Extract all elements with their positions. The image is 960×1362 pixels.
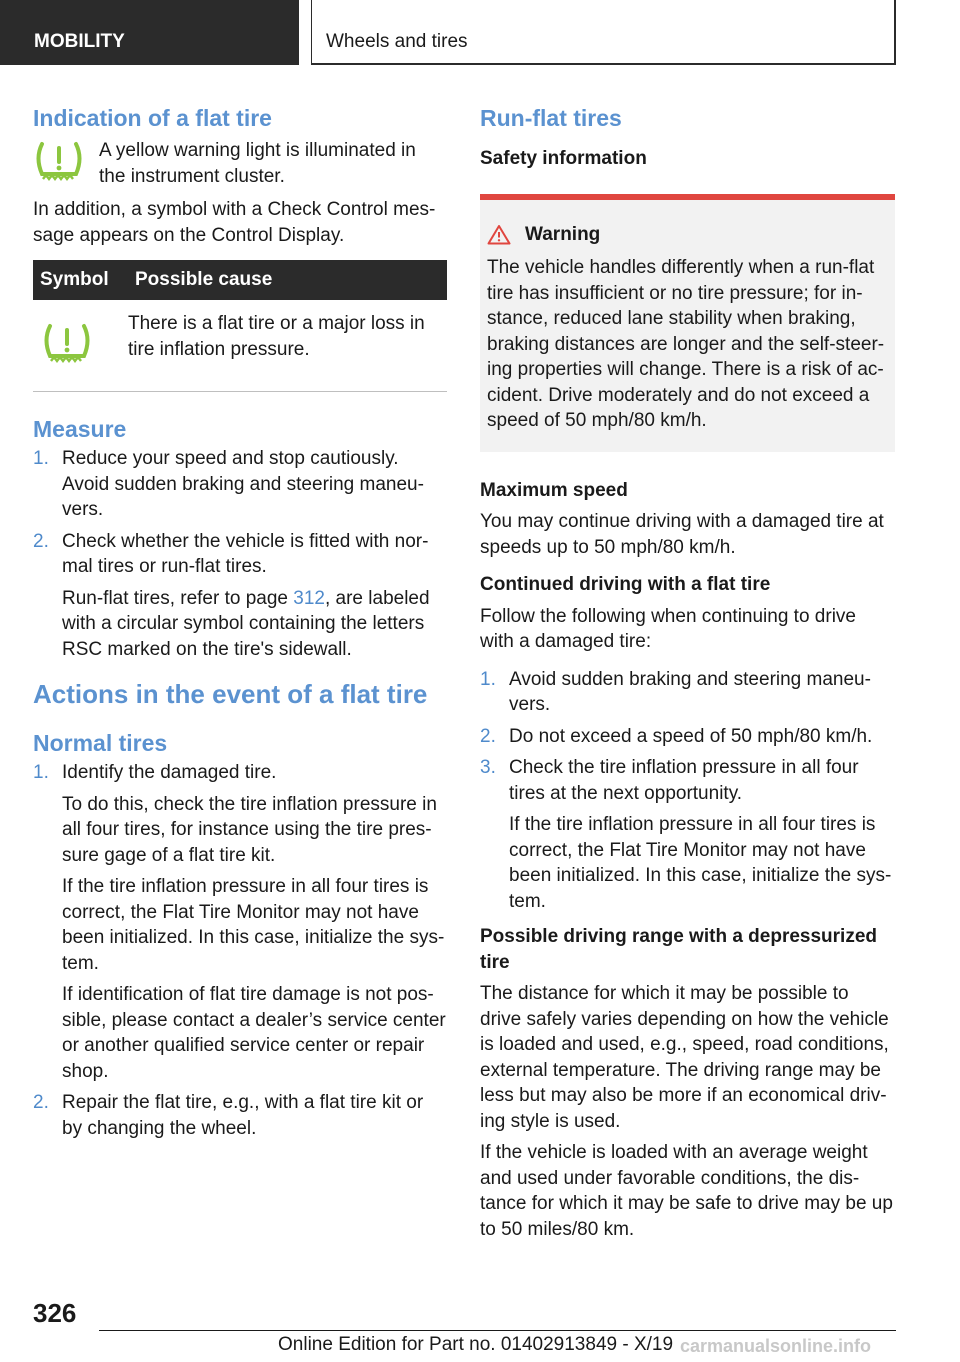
- col-cause: Possible cause: [135, 269, 273, 290]
- footer-divider: [99, 1330, 896, 1331]
- header-chapter: Wheels and tires: [311, 0, 896, 65]
- list-item: [33, 760, 447, 1084]
- list-text: Check whether the vehicle is fitted with nor-mal tires or run-flat tires.: [62, 530, 429, 577]
- list-number: 2.: [33, 530, 49, 552]
- normal-tires-list: [33, 760, 447, 1141]
- list-item: [33, 1090, 447, 1141]
- list-text: Do not exceed a speed of 50 mph/80 km/h.: [509, 725, 873, 747]
- list-text: Repair the flat tire, e.g., with a flat tire kit or by changing the wheel.: [62, 1092, 424, 1139]
- table-row: [33, 300, 447, 392]
- page-number: 326: [33, 1298, 77, 1328]
- measure-heading: Measure: [33, 416, 127, 442]
- max-speed-heading: Maximum speed: [480, 479, 628, 501]
- list-text: If the tire inflation pressure in all four tires is correct, the Flat Tire Monitor may not have been initialized. In this case, initialize the sys-tem.: [509, 814, 892, 912]
- list-text: If the tire inflation pressure in all four tires is correct, the Flat Tire Monitor may not have been initialized. In this case, initialize the sys-tem.: [62, 876, 445, 974]
- cause-table: [33, 260, 447, 392]
- safety-heading: Safety information: [480, 148, 647, 169]
- actions-heading: Actions in the event of a flat tire: [33, 679, 428, 709]
- flat-tire-indicator: [33, 138, 447, 189]
- list-item: [33, 446, 447, 523]
- watermark: carmanualsonline.info: [680, 1336, 872, 1356]
- list-text: If identification of flat tire damage is not pos-sible, please contact a dealer’s service center or another qualified service center or repair shop.: [62, 984, 446, 1082]
- continued-list: [480, 667, 895, 915]
- flat-tire-heading: Indication of a flat tire: [33, 105, 272, 131]
- list-text: Avoid sudden braking and steering maneu-vers.: [509, 668, 871, 715]
- continued-heading: Continued driving with a flat tire: [480, 574, 771, 595]
- list-text: Check the tire inflation pressure in all four tires at the next opportunity.: [509, 757, 859, 804]
- addition-text: In addition, a symbol with a Check Control mes-sage appears on the Control Display.: [33, 199, 436, 246]
- list-number: 1.: [33, 448, 49, 469]
- range-heading: Possible driving range with a depressurized tire: [480, 926, 877, 973]
- list-number: 3.: [480, 757, 496, 778]
- warning-label: Warning: [525, 223, 601, 245]
- range-text-2: If the vehicle is loaded with an average weight and used under favorable conditions, the dis-tance for which it may be safe to drive may be up to 50 miles/80 km.: [480, 1142, 893, 1240]
- list-item: [480, 667, 895, 718]
- runflat-reference: Run-flat tires, refer to page 312, are labeled with a circular symbol containing the letters RSC marked on the tire's sidewall.: [62, 587, 430, 660]
- warning-box: [480, 194, 895, 452]
- measure-list: [33, 446, 447, 662]
- flat-tire-text: A yellow warning light is illuminated in the instrument cluster.: [99, 140, 416, 187]
- list-item: [480, 724, 895, 750]
- tire-pressure-warning-icon: [33, 311, 128, 371]
- table-cause-text: There is a flat tire or a major loss in tire inflation pressure.: [128, 313, 425, 360]
- list-item: [480, 755, 895, 914]
- header-section: MOBILITY: [0, 0, 299, 65]
- page-link[interactable]: 312: [293, 587, 325, 609]
- col-symbol: Symbol: [40, 269, 109, 290]
- warning-title: [487, 222, 885, 248]
- footer-edition: Online Edition for Part no. 01402913849 - X/19: [278, 1334, 674, 1355]
- warning-text: The vehicle handles differently when a run-flat tire has insufficient or no tire pressure; for in-stance, reduced lane stability when braking, braking distances are longer and the self-steer-ing properties will change. There is a risk of ac-cident. Drive moderately and do not exceed a speed of 50 mph/80 km/h.: [487, 257, 885, 431]
- runflat-heading: Run-flat tires: [480, 105, 622, 131]
- list-number: 1.: [33, 762, 49, 783]
- list-text: To do this, check the tire inflation pressure in all four tires, for instance using the tire pres-sure gage of a flat tire kit.: [62, 793, 437, 866]
- list-text: Reduce your speed and stop cautiously. Avoid sudden braking and steering maneu-vers.: [62, 448, 424, 520]
- max-speed-text: You may continue driving with a damaged tire at speeds up to 50 mph/80 km/h.: [480, 511, 884, 558]
- list-text: Identify the damaged tire.: [62, 762, 277, 783]
- normal-tires-heading: Normal tires: [33, 730, 168, 756]
- continued-text: Follow the following when continuing to drive with a damaged tire:: [480, 605, 856, 652]
- list-number: 1.: [480, 668, 496, 690]
- range-text-1: The distance for which it may be possible to drive safely varies depending on how the vehicle is loaded and used, e.g., speed, road conditions, external temperature. The driving range may be less but may also be more if an economical driv-ing style is used.: [480, 983, 889, 1132]
- right-column: [480, 100, 895, 1242]
- list-number: 2.: [480, 725, 496, 747]
- table-header: [33, 260, 447, 300]
- tire-pressure-warning-icon: [33, 138, 99, 184]
- left-column: [33, 100, 447, 1147]
- warning-triangle-icon: [487, 224, 511, 245]
- list-item: [33, 529, 447, 663]
- list-number: 2.: [33, 1092, 49, 1113]
